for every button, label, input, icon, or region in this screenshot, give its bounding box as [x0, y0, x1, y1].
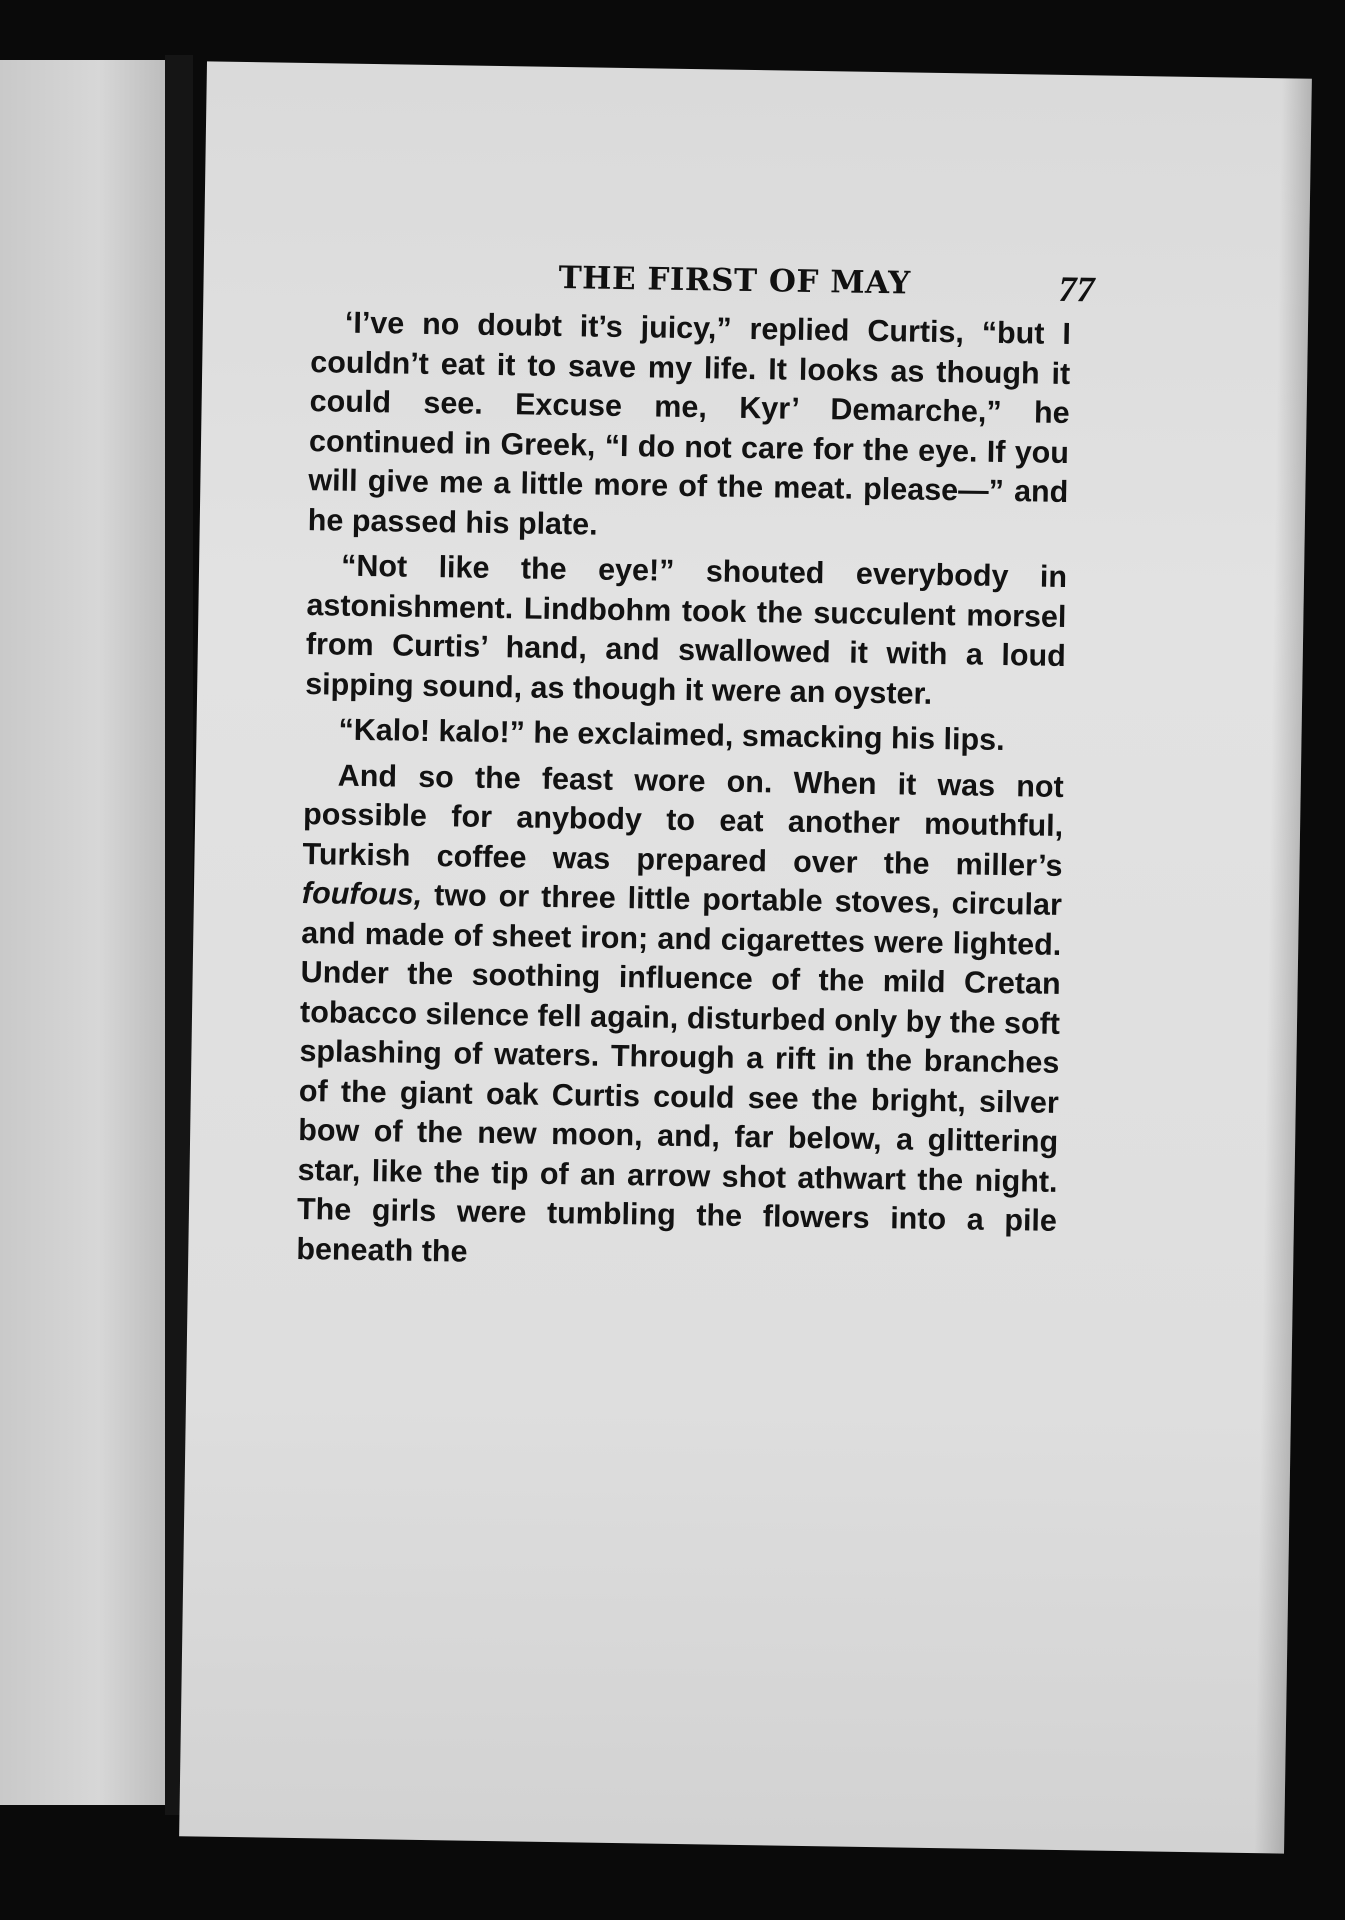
page-number: 77	[1058, 268, 1095, 310]
paragraph-4-text-end: two or three little portable stoves, circular and made of sheet iron; and cigarettes were lighted. Under the soothing influence of the mild Cretan tobacco silence fell again, disturbed only by the soft splashing of waters. Through a rift in the branches of the giant oak Curtis could see the bright, silver bow of the new moon, and, far below, a glittering star, like the tip of an arrow shot athwart the night. The girls were tumbling the flowers into a pile beneath the	[296, 877, 1063, 1269]
paragraph-3-text: “Kalo! kalo!” he exclaimed, smacking his lips.	[338, 712, 1005, 758]
running-head: THE FIRST OF MAY	[558, 259, 911, 302]
paragraph-1	[308, 303, 1072, 552]
paragraph-2	[305, 546, 1067, 716]
paragraph-4-text-start: And so the feast wore on. When it was not possible for anybody to eat another mouthful, Turkish coffee was prepared over the miller’s	[302, 758, 1064, 883]
paragraph-4-italic-term: foufous,	[301, 876, 423, 912]
paragraph-2-text: “Not like the eye!” shouted everybody in astonishment. Lindbohm took the succulent morsel from Curtis’ hand, and swallowed it with a loud sipping sound, as though it were an oyster.	[304, 548, 1068, 711]
body-text	[296, 303, 1071, 1287]
page-edge-shadow	[1254, 78, 1312, 1853]
paragraph-1-text: ‘I’ve no doubt it’s juicy,” replied Curtis, “but I couldn’t eat it to save my life. It looks as though it could see. Excuse me, Kyr’ Demarche,” he continued in Greek, “I do not care for the eye. If you will give me a little more of the meat. please—” and he passed his plate.	[307, 305, 1072, 542]
paragraph-4	[296, 756, 1064, 1281]
book-page	[179, 61, 1312, 1853]
previous-page-margin	[0, 60, 165, 1805]
paragraph-3	[304, 710, 1065, 761]
